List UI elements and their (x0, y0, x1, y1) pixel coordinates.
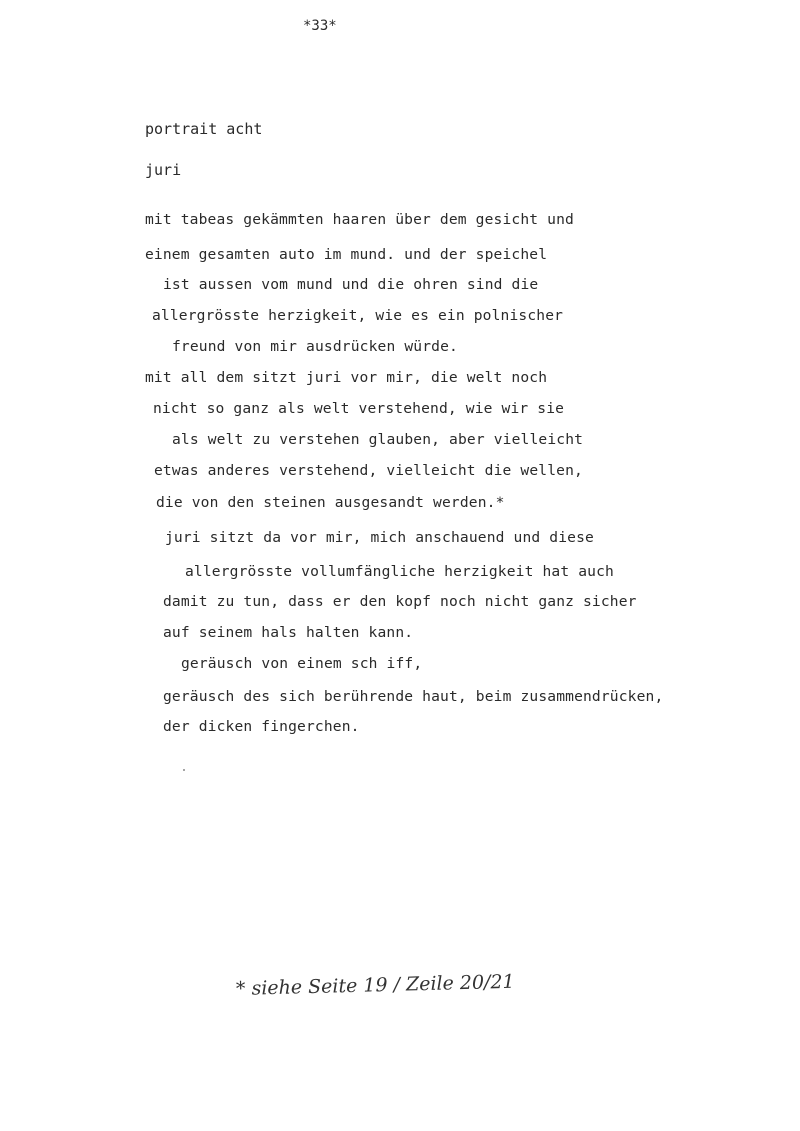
handwritten-footnote: * siehe Seite 19 / Zeile 20/21 (235, 970, 515, 1000)
poem-line: als welt zu verstehen glauben, aber vielleicht (172, 431, 584, 448)
poem-line: juri sitzt da vor mir, mich anschauend und diese (165, 529, 594, 546)
poem-line: der dicken fingerchen. (163, 718, 360, 735)
poem-line: nicht so ganz als welt verstehend, wie wir sie (153, 400, 565, 417)
poem-title: portrait acht (145, 120, 263, 138)
poem-line: damit zu tun, dass er den kopf noch nicht ganz sicher (163, 593, 637, 610)
ink-speck (183, 769, 185, 771)
poem-line: einem gesamten auto im mund. und der speichel (145, 246, 548, 263)
poem-line: etwas anderes verstehend, vielleicht die wellen, (154, 462, 583, 479)
page-number: *33* (303, 18, 337, 34)
poem-line: mit all dem sitzt juri vor mir, die welt noch (145, 369, 548, 386)
poem-line: freund von mir ausdrücken würde. (172, 338, 458, 355)
poem-line: allergrösste vollumfängliche herzigkeit hat auch (185, 563, 614, 580)
poem-line: geräusch von einem sch iff, (181, 655, 423, 672)
poem-line: geräusch des sich berührende haut, beim zusammendrücken, (163, 688, 664, 705)
poem-line: auf seinem hals halten kann. (163, 624, 414, 641)
poem-line: allergrösste herzigkeit, wie es ein polnischer (152, 307, 564, 324)
poem-line: die von den steinen ausgesandt werden.* (156, 494, 505, 511)
poem-line: ist aussen vom mund und die ohren sind die (163, 276, 539, 293)
poem-subtitle: juri (145, 161, 182, 179)
poem-line: mit tabeas gekämmten haaren über dem gesicht und (145, 211, 574, 228)
